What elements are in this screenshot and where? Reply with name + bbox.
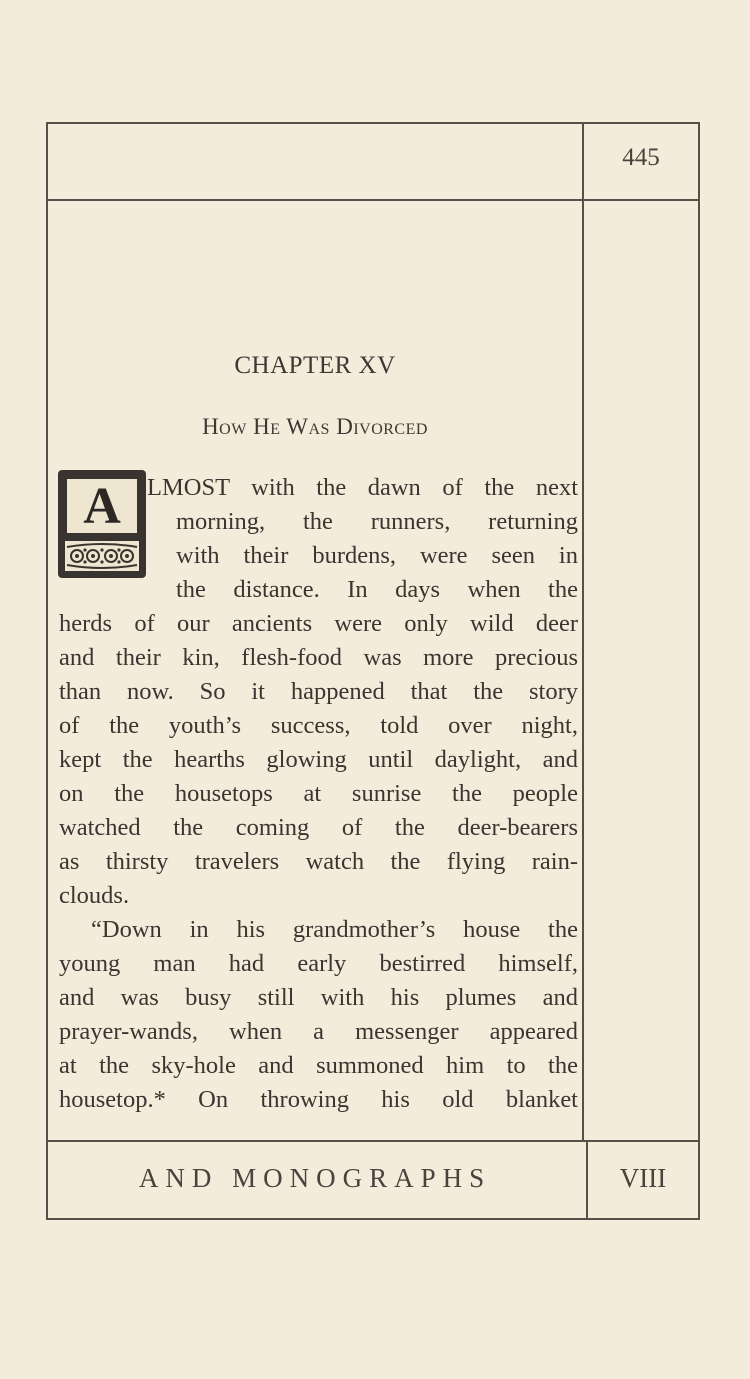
- chapter-body-text: [59, 471, 578, 1117]
- body-line: of the youth’s success, told over night,: [59, 712, 578, 739]
- footer-series-title: AND MONOGRAPHS: [138, 1163, 492, 1193]
- body-line: watched the coming of the deer-bearers: [59, 814, 578, 841]
- header-rule: [48, 199, 698, 201]
- body-column-divider: [582, 201, 584, 1141]
- body-line: prayer-wands, when a messenger appeared: [59, 1018, 578, 1045]
- footer-volume: VIII: [619, 1163, 667, 1193]
- footer-rule: [48, 1140, 698, 1142]
- body-line: morning, the runners, returning: [176, 508, 578, 535]
- body-line: with their burdens, were seen in: [176, 542, 578, 569]
- body-line: and was busy still with his plumes and: [59, 984, 578, 1011]
- body-line: housetop.* On throwing his old blanket: [59, 1086, 578, 1113]
- body-line: clouds.: [59, 882, 130, 909]
- body-line: on the housetops at sunrise the people: [59, 780, 578, 807]
- body-line: at the sky-hole and summoned him to the: [59, 1052, 578, 1079]
- body-line: LMOST with the dawn of the next: [147, 474, 578, 501]
- body-line: kept the hearths glowing until daylight, and: [59, 746, 578, 773]
- body-line: as thirsty travelers watch the flying rain-: [59, 848, 578, 875]
- body-line: “Down in his grandmother’s house the: [91, 916, 578, 943]
- body-line: and their kin, flesh-food was more precious: [59, 644, 578, 671]
- chapter-title: CHAPTER XV: [234, 352, 396, 379]
- chapter-subtitle: How He Was Divorced: [202, 414, 428, 439]
- body-line: young man had early bestirred himself,: [59, 950, 578, 977]
- body-line: the distance. In days when the: [176, 576, 578, 603]
- body-line: herds of our ancients were only wild deer: [59, 610, 578, 637]
- body-line: than now. So it happened that the story: [59, 678, 578, 705]
- dropcap-letter: A: [83, 478, 121, 535]
- page-number: 445: [622, 144, 660, 171]
